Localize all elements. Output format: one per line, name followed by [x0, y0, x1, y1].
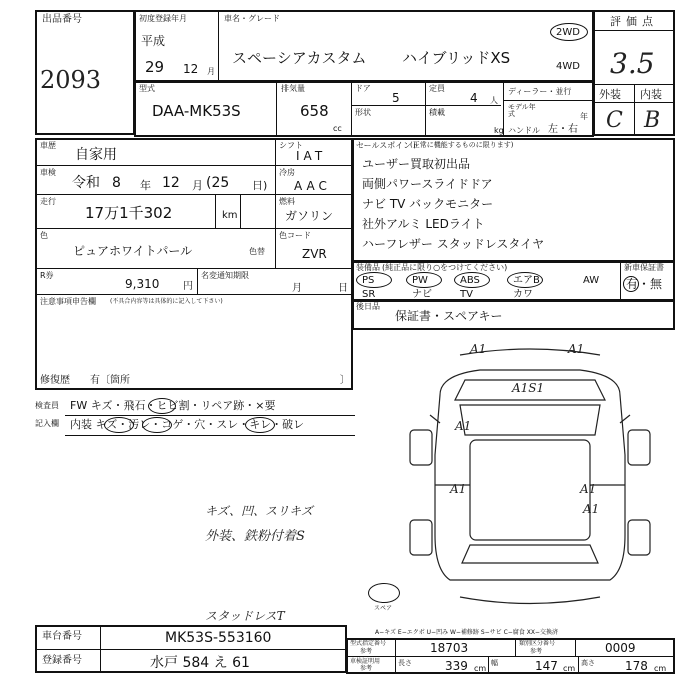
accessories-value: 保証書・スペアキー	[395, 309, 503, 323]
recycle-unit: 円	[183, 281, 193, 292]
exterior-grade: C	[606, 108, 623, 133]
width-unit: cm	[563, 664, 576, 673]
ref-label-3: 参考	[360, 665, 373, 672]
notes-line-1: キズ、凹、スリキズ	[205, 504, 313, 518]
model-value: DAA-MK53S	[152, 102, 241, 120]
inspection-era: 令和	[72, 175, 100, 191]
mileage-unit: km	[222, 210, 238, 221]
mileage-value: 17万1千302	[85, 204, 173, 222]
damage-mark: A1	[583, 502, 600, 516]
equipment-circle	[507, 272, 543, 288]
type-designation-value: 18703	[430, 641, 469, 655]
model-year-label: モデル年式	[508, 103, 536, 118]
inspection-day-unit: 日)	[252, 179, 268, 192]
first-reg-label: 初度登録年月	[139, 14, 187, 23]
load-unit: kg	[494, 126, 504, 135]
selling-point-item: ハーフレザー スタッドレスタイヤ	[362, 237, 545, 251]
eval-label: 評価点	[610, 15, 658, 28]
color-change-label: 色替	[249, 247, 265, 256]
width-label: 幅	[491, 659, 498, 667]
damage-mark: A1	[450, 482, 467, 496]
stud-note: スタッドレスT	[205, 609, 285, 623]
damage-mark: A1	[568, 342, 585, 356]
damage-legend: A−キズ E−エクボ U−凹み W−補修跡 S−サビ C−腐食 XX−交換済	[375, 629, 558, 636]
length-value: 339	[445, 659, 468, 673]
color-value: ピュアホワイトパール	[73, 244, 193, 258]
drive-2wd: 2WD	[556, 27, 580, 38]
equipment-circle	[406, 272, 442, 288]
fuel-label: 燃料	[279, 197, 295, 206]
inspector-label: 検査員	[35, 401, 59, 410]
circle-sure	[245, 417, 275, 433]
circle-hisseki	[148, 398, 176, 414]
ac-value: AAC	[294, 179, 331, 193]
circle-kizu	[104, 417, 134, 433]
handle-value: 左・右	[548, 124, 578, 135]
selling-point-item: ユーザー買取初出品	[362, 157, 471, 171]
class-label: 類別区分番号	[519, 640, 556, 647]
spare-label: スペア	[374, 605, 393, 612]
equipment-label: 装備品	[356, 263, 380, 272]
era: 平成	[141, 34, 166, 48]
shift-value: IAT	[296, 149, 327, 163]
drive-4wd: 4WD	[556, 61, 580, 72]
fuel-value: ガソリン	[285, 209, 334, 223]
dealer-label: ディーラー・並行	[508, 87, 572, 96]
equipment-item: エアB	[513, 275, 540, 286]
carname-label: 車名・グレード	[224, 14, 280, 23]
height-label: 高さ	[581, 659, 595, 667]
ref-label-2: 参考	[530, 648, 543, 655]
length-label: 長さ	[398, 659, 412, 667]
selling-points-note: (正常に機能するものに限ります)	[410, 141, 514, 149]
width-value: 147	[535, 659, 558, 673]
height-unit: cm	[654, 664, 667, 673]
warranty-value: 有・無	[626, 277, 663, 291]
eval-score: 3.5	[610, 47, 655, 80]
height-value: 178	[625, 659, 648, 673]
inspection-month: 12	[162, 175, 180, 191]
damage-mark: A1	[580, 482, 597, 496]
history-value: 自家用	[75, 147, 117, 163]
equipment-item: TV	[460, 289, 473, 300]
circle-yogore	[142, 417, 172, 433]
load-label: 積載	[429, 108, 445, 117]
class-value: 0009	[605, 641, 636, 655]
caution-label: 注意事項申告欄	[40, 297, 96, 306]
equipment-item: SR	[362, 289, 376, 300]
grade: ハイブリッドXS	[402, 49, 511, 67]
car-diagram	[370, 335, 690, 635]
equipment-item: ABS	[460, 275, 480, 286]
plate-label: 登録番号	[42, 655, 82, 666]
ac-label: 冷房	[279, 168, 295, 177]
equipment-item: PW	[412, 275, 428, 286]
shape-label: 形状	[355, 108, 371, 117]
capacity-value: 4	[470, 91, 478, 105]
type-designation-label: 型式指定番号	[350, 640, 387, 647]
notice-date-label: 名変通知期限	[201, 271, 249, 280]
color-label: 色	[40, 231, 48, 240]
inspection-label: 車検	[40, 168, 56, 177]
repair-label: 修復歴	[40, 375, 70, 386]
displacement-value: 658	[300, 102, 329, 120]
doors-value: 5	[392, 91, 400, 105]
selling-points-label: セールスポイント	[356, 141, 420, 150]
doors-label: ドア	[355, 84, 371, 93]
reg-month: 12	[183, 62, 199, 76]
history-label: 車歴	[40, 141, 56, 150]
plate-value: 水戸 584 え 61	[150, 655, 250, 671]
recycle-label: R券	[40, 271, 54, 280]
notice-month: 月	[292, 283, 302, 294]
notes-line-2: 外装、鉄粉付着S	[205, 529, 305, 544]
carname: スペーシアカスタム	[232, 49, 367, 67]
inspection-day: (25	[206, 175, 230, 191]
equipment-note: (純正品に限り○をつけてください)	[382, 263, 508, 272]
repair-value: 有〔箇所	[90, 375, 130, 386]
color-code-label: 色コード	[279, 231, 311, 240]
length-unit: cm	[474, 664, 487, 673]
equipment-item: カワ	[513, 289, 533, 300]
lot-label: 出品番号	[42, 14, 82, 25]
chassis-value: MK53S-553160	[165, 630, 272, 646]
accessories-label: 後日品	[356, 302, 380, 311]
spare-tire	[368, 583, 400, 603]
chassis-label: 車台番号	[42, 631, 82, 642]
selling-point-item: 社外アルミ LEDライト	[362, 217, 485, 231]
warranty-label: 新車保証書	[624, 263, 664, 272]
inspection-year-unit: 年	[140, 179, 151, 192]
equipment-item: AW	[583, 275, 600, 286]
writer-label: 記入欄	[35, 419, 59, 428]
displacement-label: 排気量	[281, 84, 305, 93]
displacement-unit: cc	[333, 124, 342, 133]
damage-mark: A1	[455, 419, 472, 433]
equipment-circle	[454, 272, 490, 288]
reg-month-unit: 月	[207, 67, 215, 76]
notice-day: 日	[338, 283, 348, 294]
equipment-item: ナビ	[412, 289, 432, 300]
equipment-item: PS	[362, 275, 375, 286]
interior-row: 内装 キズ・汚レ・コゲ・穴・スレ・キレ・破レ	[70, 418, 305, 431]
interior-grade: B	[644, 108, 661, 133]
equipment-circle	[356, 272, 392, 288]
inspection-year: 8	[112, 175, 121, 191]
reg-year: 29	[145, 58, 165, 76]
shift-label: シフト	[279, 141, 303, 150]
mileage-label: 走行	[40, 197, 56, 206]
lot-number: 2093	[40, 66, 102, 94]
recycle-value: 9,310	[125, 277, 160, 291]
damage-mark: A1	[470, 342, 487, 356]
capacity-label: 定員	[429, 84, 445, 93]
model-label: 型式	[139, 84, 155, 93]
ref-label-1: 参考	[360, 648, 373, 655]
selling-point-item: ナビ TV バックモニター	[362, 197, 494, 211]
damage-mark: A1S1	[512, 381, 545, 395]
main-header-box	[134, 10, 594, 82]
capacity-unit: 人	[490, 96, 498, 105]
repair-end: 〕	[340, 375, 350, 386]
selling-point-item: 両側パワースライドドア	[362, 177, 493, 191]
interior-label: 内装	[640, 88, 662, 101]
handle-label: ハンドル	[508, 126, 540, 135]
cert-label: 車検証明用	[350, 658, 381, 665]
model-year-unit: 年	[580, 112, 588, 121]
inspection-month-unit: 月	[192, 179, 203, 192]
exterior-label: 外装	[599, 88, 621, 101]
caution-note: (不具合内容等は具体的に記入して下さい)	[110, 298, 223, 305]
fw-row: FW キズ・飛石・ヒビ割・リペア跡・×要	[70, 399, 276, 412]
color-code-value: ZVR	[302, 247, 327, 261]
